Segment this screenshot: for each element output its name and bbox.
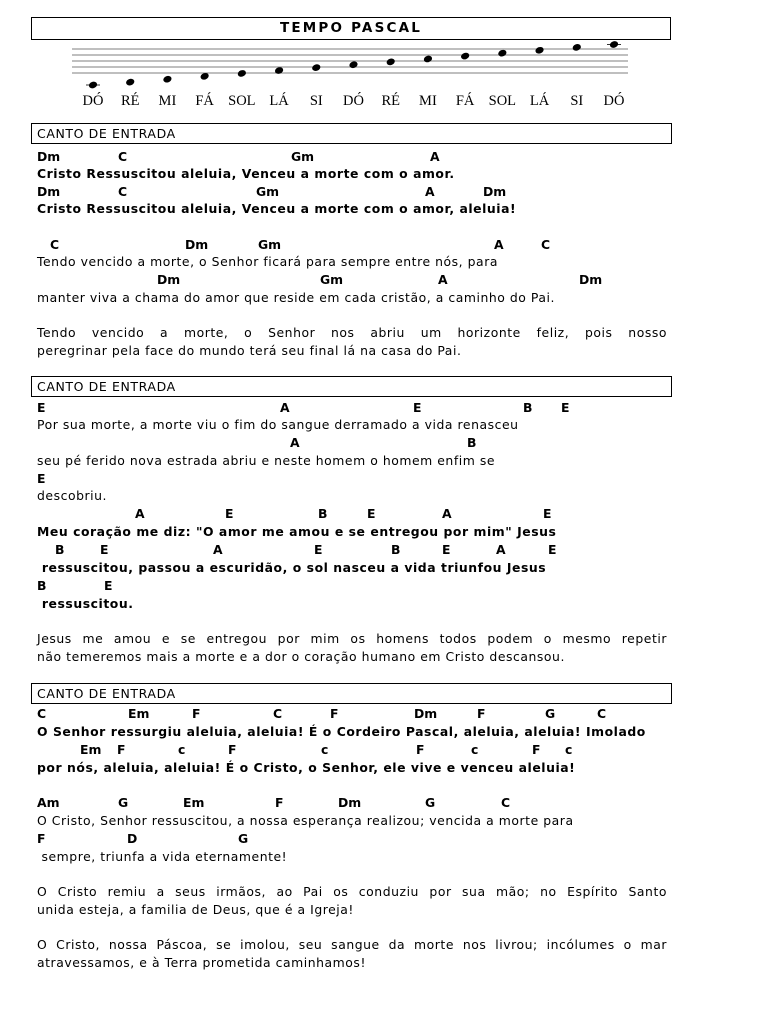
lyric-line: unida esteja, a familia de Deus, que é a Igreja!: [37, 902, 354, 917]
lyric-line: peregrinar pela face do mundo terá seu final lá na casa do Pai.: [37, 343, 462, 358]
chord-label: c: [178, 742, 186, 757]
chord-label: Gm: [291, 149, 315, 164]
lyric-line: Meu coração me diz: "O amor me amou e se entregou por mim" Jesus: [37, 524, 557, 539]
chord-label: F: [275, 795, 284, 810]
lyric-line: seu pé ferido nova estrada abriu e neste homem o homem enfim se: [37, 453, 496, 468]
lyric-line: não temeremos mais a morte e a dor o coração humano em Cristo descansou.: [37, 649, 565, 664]
chord-label: C: [37, 706, 47, 721]
lyric-line: atravessamos, e à Terra prometida caminhamos!: [37, 955, 366, 970]
chord-label: Gm: [258, 237, 282, 252]
chord-label: Dm: [185, 237, 209, 252]
note-head: [274, 66, 284, 75]
section-header-2: CANTO DE ENTRADA: [31, 376, 672, 397]
chord-label: F: [416, 742, 425, 757]
note-head: [348, 60, 358, 69]
solfege-label: DÓ: [603, 93, 625, 109]
chord-label: E: [561, 400, 570, 415]
chord-label: C: [541, 237, 551, 252]
chord-label: G: [118, 795, 129, 810]
chord-label: Am: [37, 795, 60, 810]
solfege-label: FÁ: [455, 93, 475, 109]
chord-label: F: [330, 706, 339, 721]
lyric-line: O Cristo, Senhor ressuscitou, a nossa esperança realizou; vencida a morte para: [37, 813, 574, 828]
lyric-line: manter viva a chama do amor que reside em cada cristão, a caminho do Pai.: [37, 290, 556, 305]
music-staff: [0, 40, 768, 100]
solfege-label: RÉ: [120, 93, 140, 109]
chord-label: F: [37, 831, 46, 846]
solfege-label: DÓ: [343, 93, 364, 109]
chord-label: A: [442, 506, 452, 521]
chord-label: A: [496, 542, 506, 557]
lyric-line: O Cristo, nossa Páscoa, se imolou, seu sangue da morte nos livrou; incólumes o mar: [37, 937, 667, 952]
chord-label: c: [565, 742, 573, 757]
chord-label: A: [430, 149, 440, 164]
chord-label: E: [314, 542, 323, 557]
chord-label: A: [290, 435, 300, 450]
lyric-line: Jesus me amou e se entregou por mim os homens todos podem o mesmo repetir: [37, 631, 667, 646]
solfege-label: MI: [419, 93, 437, 109]
solfege-label: SI: [309, 93, 323, 109]
chord-label: Dm: [414, 706, 438, 721]
chord-label: C: [50, 237, 60, 252]
lyric-line: por nós, aleluia, aleluia! É o Cristo, o Senhor, ele vive e venceu aleluia!: [37, 760, 576, 775]
note-head: [535, 46, 545, 55]
lyric-line: O Cristo remiu a seus irmãos, ao Pai os conduziu por sua mão; no Espírito Santo: [37, 884, 667, 899]
lyric-line: O Senhor ressurgiu aleluia, aleluia! É o Cordeiro Pascal, aleluia, aleluia! Imolado: [37, 724, 646, 739]
solfege-label: MI: [158, 93, 177, 109]
note-head: [237, 69, 247, 78]
chord-label: E: [367, 506, 376, 521]
note-head: [572, 43, 582, 52]
note-head: [125, 78, 135, 87]
chord-label: F: [477, 706, 486, 721]
chord-label: F: [532, 742, 541, 757]
lyric-line: ressuscitou.: [37, 596, 134, 611]
chord-label: c: [321, 742, 329, 757]
chord-label: F: [117, 742, 126, 757]
note-head: [386, 57, 396, 66]
chord-label: E: [100, 542, 109, 557]
chord-label: B: [37, 578, 47, 593]
chord-label: E: [543, 506, 552, 521]
section-header-1: CANTO DE ENTRADA: [31, 123, 672, 144]
chord-label: A: [280, 400, 290, 415]
chord-label: B: [523, 400, 533, 415]
page-title: TEMPO PASCAL: [31, 17, 671, 40]
solfege-label: DÓ: [82, 93, 104, 109]
chord-label: E: [37, 400, 46, 415]
chord-label: A: [213, 542, 223, 557]
chord-label: F: [192, 706, 201, 721]
chord-label: Gm: [256, 184, 280, 199]
note-head: [162, 75, 172, 84]
chord-label: Em: [80, 742, 102, 757]
note-head: [311, 63, 321, 72]
chord-label: Dm: [483, 184, 507, 199]
chord-label: C: [501, 795, 511, 810]
lyric-line: Tendo vencido a morte, o Senhor nos abriu um horizonte feliz, pois nosso: [37, 325, 667, 340]
chord-label: Em: [183, 795, 205, 810]
chord-label: E: [442, 542, 451, 557]
lyric-line: sempre, triunfa a vida eternamente!: [37, 849, 288, 864]
chord-label: B: [55, 542, 65, 557]
chord-label: B: [467, 435, 477, 450]
lyric-line: ressuscitou, passou a escuridão, o sol nasceu a vida triunfou Jesus: [37, 560, 547, 575]
note-head: [460, 52, 470, 61]
chord-label: A: [135, 506, 145, 521]
chord-label: B: [318, 506, 328, 521]
solfege-label: SI: [570, 93, 584, 109]
chord-label: E: [104, 578, 113, 593]
lyric-line: Tendo vencido a morte, o Senhor ficará para sempre entre nós, para: [37, 254, 498, 269]
chord-label: A: [494, 237, 504, 252]
lyric-line: Por sua morte, a morte viu o fim do sangue derramado a vida renasceu: [37, 417, 519, 432]
chord-label: F: [228, 742, 237, 757]
chord-label: E: [225, 506, 234, 521]
chord-label: C: [118, 184, 128, 199]
chord-label: Dm: [579, 272, 603, 287]
solfege-label: LÁ: [269, 93, 289, 109]
chord-label: Dm: [37, 184, 61, 199]
chord-label: G: [425, 795, 436, 810]
chord-label: E: [548, 542, 557, 557]
solfege-label: SOL: [228, 93, 256, 109]
note-head: [497, 49, 507, 58]
section-header-3: CANTO DE ENTRADA: [31, 683, 672, 704]
chord-label: Dm: [37, 149, 61, 164]
chord-label: E: [413, 400, 422, 415]
lyric-line: Cristo Ressuscitou aleluia, Venceu a morte com o amor, aleluia!: [37, 201, 517, 216]
solfege-label: FÁ: [195, 93, 214, 109]
lyric-line: descobriu.: [37, 488, 108, 503]
chord-label: D: [127, 831, 138, 846]
chord-label: Gm: [320, 272, 344, 287]
chord-label: A: [438, 272, 448, 287]
chord-label: Dm: [338, 795, 362, 810]
chord-label: C: [597, 706, 607, 721]
chord-label: C: [118, 149, 128, 164]
note-head: [423, 55, 433, 64]
chord-label: G: [238, 831, 249, 846]
chord-label: Em: [128, 706, 150, 721]
solfege-label: SOL: [488, 93, 517, 109]
lyric-line: Cristo Ressuscitou aleluia, Venceu a morte com o amor.: [37, 166, 455, 181]
solfege-label: LÁ: [529, 93, 550, 109]
chord-label: E: [37, 471, 46, 486]
chord-label: c: [471, 742, 479, 757]
chord-label: G: [545, 706, 556, 721]
chord-label: C: [273, 706, 283, 721]
chord-label: A: [425, 184, 435, 199]
chord-label: Dm: [157, 272, 181, 287]
solfege-label: RÉ: [381, 93, 400, 109]
chord-label: B: [391, 542, 401, 557]
